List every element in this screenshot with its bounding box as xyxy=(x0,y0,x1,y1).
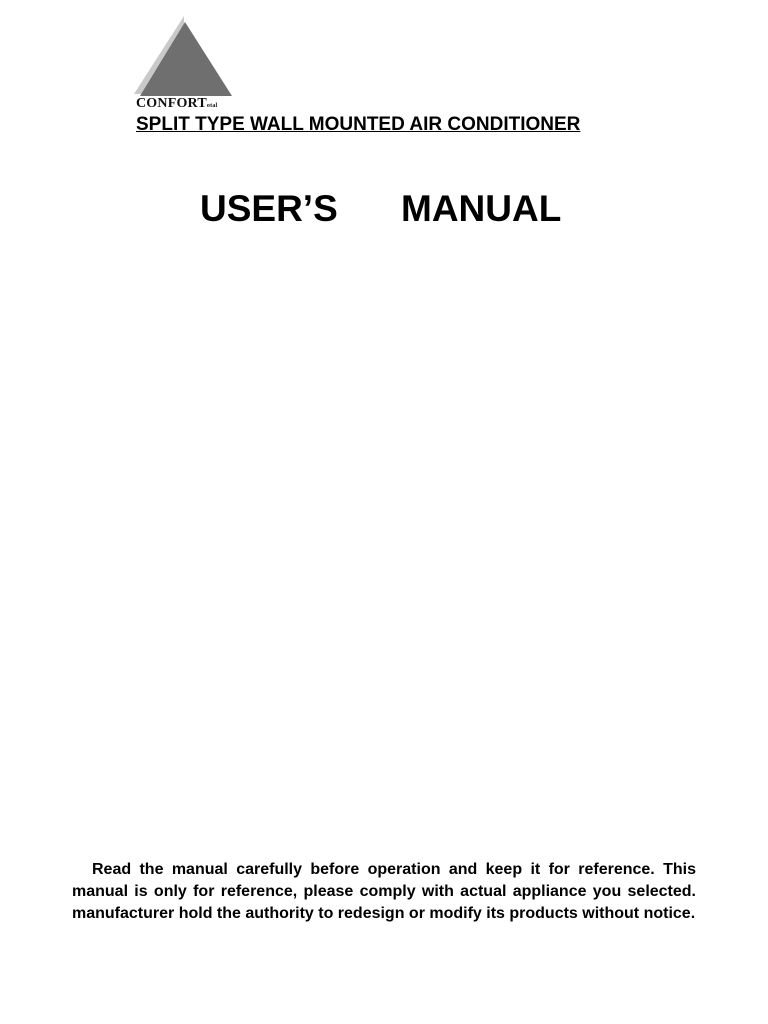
reference-notice: Read the manual carefully before operation and keep it for reference. This manual is only for reference, please comply with actual appliance you selected. manufacturer hold the authority to redesign or modify its products without notice. xyxy=(72,861,696,922)
brand-name-suffix: otal xyxy=(206,103,218,109)
document-subtitle: SPLIT TYPE WALL MOUNTED AIR CONDITIONER xyxy=(136,114,581,135)
title-word-manual: MANUAL xyxy=(401,188,562,229)
brand-name xyxy=(136,96,217,112)
brand-name-main: CONFORT xyxy=(136,96,207,111)
brand-logo xyxy=(134,16,244,112)
triangle-logo-icon xyxy=(134,16,244,98)
title-word-users: USER’S xyxy=(200,188,338,229)
